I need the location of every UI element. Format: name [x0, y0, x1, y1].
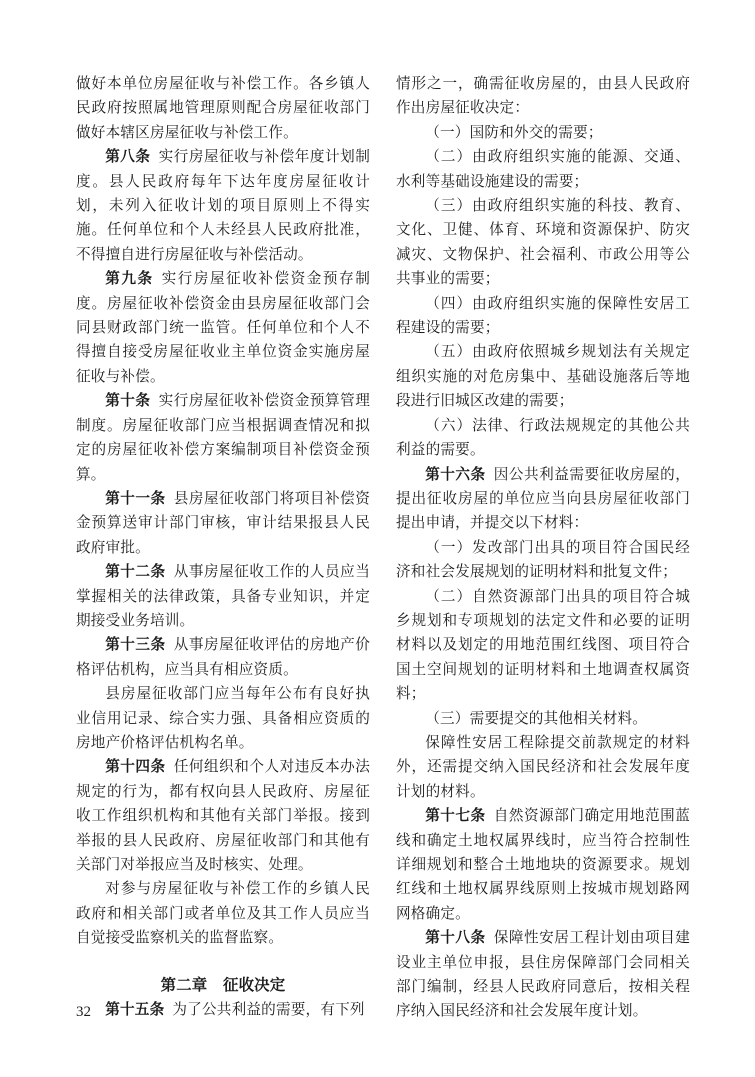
right-column: [396, 72, 690, 1024]
body-paragraph: （三）由政府组织实施的科技、教育、文化、卫健、体育、环境和资源保护、防灾减灾、文物保护、社会福利、市政公用等公共事业的需要；: [396, 198, 690, 288]
page-number: 32: [76, 1004, 91, 1020]
body-paragraph: （六）法律、行政法规规定的其他公共利益的需要。: [396, 417, 690, 459]
body-paragraph: 县房屋征收部门应当每年公布有良好执业信用记录、综合实力强、具备相应资质的房地产价格评估机构名单。: [76, 686, 370, 751]
body-paragraph: 对参与房屋征收与补偿工作的乡镇人民政府和相关部门或者单位及其工作人员应当自觉接受监察机关的监督监察。: [76, 881, 370, 947]
body-paragraph: （三）需要提交的其他相关材料。: [425, 710, 648, 727]
body-paragraph: 情形之一，确需征收房屋的，由县人民政府作出房屋征收决定：: [396, 76, 690, 117]
article-paragraph: 第八条 实行房屋征收与补偿年度计划制度。县人民政府每年下达年度房屋征收计划，未列入征收计划的项目原则上不得实施。任何单位和个人未经县人民政府批准，不得擅自进行房屋征收与补偿活动。: [76, 149, 370, 263]
article-paragraph: 第十七条 自然资源部门确定用地范围蓝线和确定土地权属界线时，应当符合控制性详细规划和整合土地地块的资源要求。规划红线和土地权属界线原则上按城市规划路网网格确定。: [396, 808, 690, 922]
body-paragraph: （一）发改部门出具的项目符合国民经济和社会发展规划的证明材料和批复文件；: [396, 539, 690, 581]
body-paragraph: 保障性安居工程除提交前款规定的材料外，还需提交纳入国民经济和社会发展年度计划的材料。: [396, 734, 690, 800]
body-paragraph: （二）自然资源部门出具的项目符合城乡规划和专项规划的法定文件和必要的证明材料以及划定的用地范围红线图、项目符合国土空间规划的证明材料和土地调查权属资料；: [396, 588, 690, 703]
article-paragraph: 第十五条 为了公共利益的需要，有下列: [105, 1002, 365, 1019]
article-paragraph: 第十一条 县房屋征收部门将项目补偿资金预算送审计部门审核，审计结果报县人民政府审批。: [76, 490, 370, 556]
article-paragraph: 第十八条 保障性安居工程计划由项目建设业主单位申报，县住房保障部门会同相关部门编制，经县人民政府同意后，按相关程序纳入国民经济和社会发展年度计划。: [396, 930, 690, 1020]
article-number: 第十条: [105, 393, 151, 410]
body-paragraph: （四）由政府组织实施的保障性安居工程建设的需要；: [396, 295, 690, 337]
article-number: 第十五条: [105, 1002, 165, 1019]
article-number: 第九条: [105, 271, 154, 288]
body-paragraph: （二）由政府组织实施的能源、交通、水利等基础设施建设的需要；: [396, 149, 690, 190]
article-paragraph: 第十二条 从事房屋征收工作的人员应当掌握相关的法律政策，具备专业知识，并定期接受业务培训。: [76, 564, 370, 629]
article-number: 第十二条: [105, 564, 166, 581]
article-number: 第十七条: [425, 808, 486, 825]
chapter-heading: 第二章 征收决定: [160, 976, 286, 994]
article-paragraph: 第十三条 从事房屋征收评估的房地产价格评估机构，应当具有相应资质。: [76, 637, 370, 678]
article-number: 第八条: [105, 149, 151, 166]
article-paragraph: 第十条 实行房屋征收补偿资金预算管理制度。房屋征收部门应当根据调查情况和拟定的房屋征收补偿方案编制项目补偿资金预算。: [76, 393, 370, 483]
article-paragraph: 第十四条 任何组织和个人对违反本办法规定的行为，都有权向县人民政府、房屋征收工作组织机构和其他有关部门举报。接到举报的县人民政府、房屋征收部门和其他有关部门对举报应当及时核实、处理。: [76, 759, 370, 873]
body-paragraph: 做好本单位房屋征收与补偿工作。各乡镇人民政府按照属地管理原则配合房屋征收部门做好本辖区房屋征收与补偿工作。: [76, 76, 370, 141]
left-column: [76, 72, 370, 1024]
article-number: 第十一条: [105, 490, 166, 507]
article-paragraph: 第九条 实行房屋征收补偿资金预存制度。房屋征收补偿资金由县房屋征收部门会同县财政部门统一监管。任何单位和个人不得擅自接受房屋征收业主单位资金实施房屋征收与补偿。: [76, 271, 370, 385]
article-paragraph: 第十六条 因公共利益需要征收房屋的，提出征收房屋的单位应当向县房屋征收部门提出申请，并提交以下材料：: [396, 466, 690, 532]
article-number: 第十六条: [425, 466, 486, 483]
text-columns: [76, 72, 690, 1024]
body-paragraph: （一）国防和外交的需要；: [425, 124, 603, 141]
article-number: 第十四条: [105, 759, 166, 776]
body-paragraph: （五）由政府依照城乡规划法有关规定组织实施的对危房集中、基础设施落后等地段进行旧城区改建的需要；: [396, 344, 690, 410]
article-number: 第十三条: [105, 637, 166, 654]
article-number: 第十八条: [425, 930, 486, 947]
